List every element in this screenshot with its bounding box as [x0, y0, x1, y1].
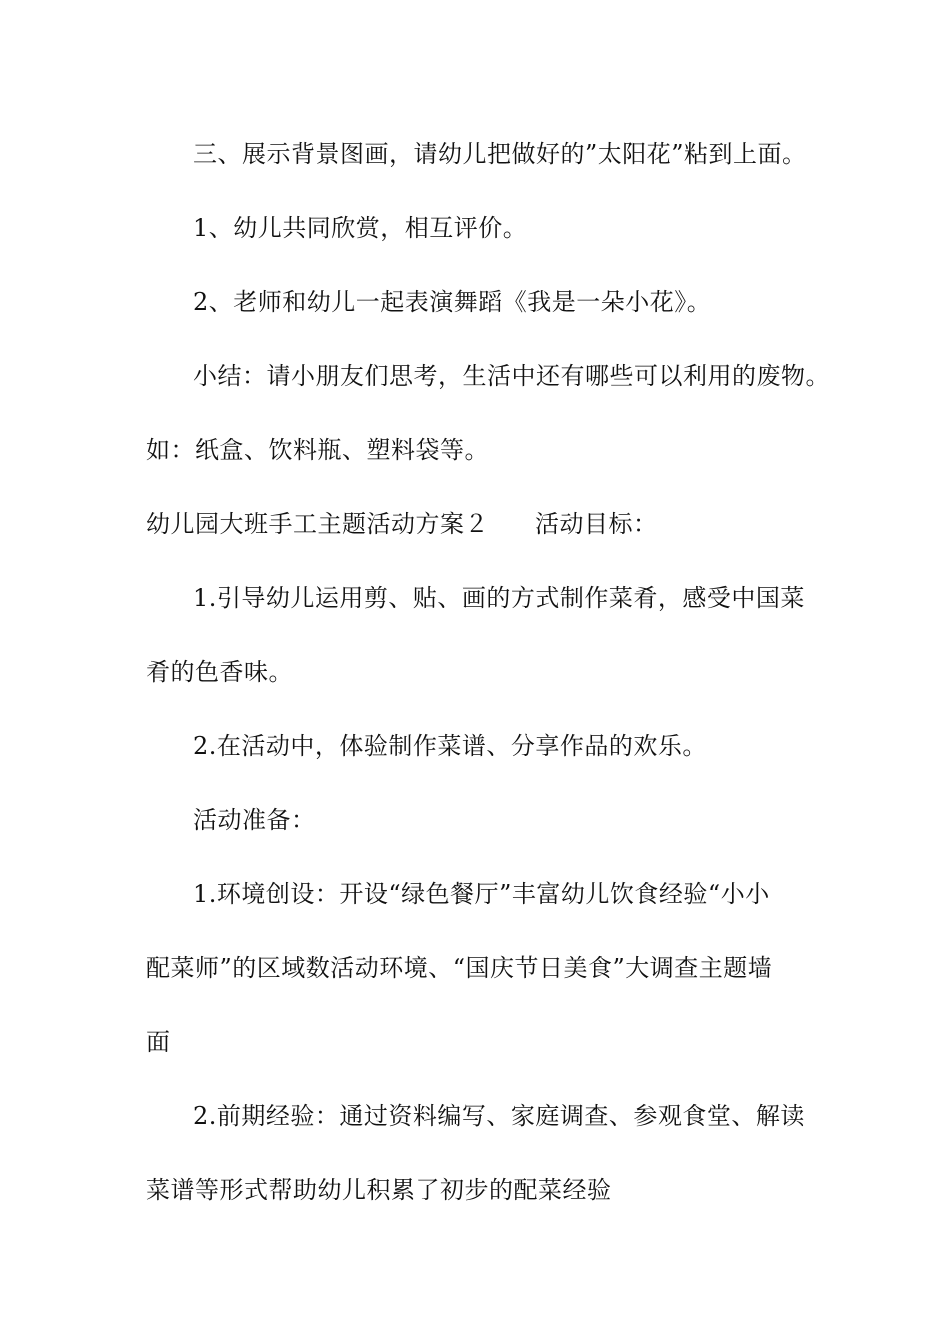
goal-1-line-1: 1.引导幼儿运用剪、贴、画的方式制作菜肴，感受中国菜 — [193, 584, 805, 612]
paragraph-step-three: 三、展示背景图画，请幼儿把做好的”太阳花”粘到上面。 — [193, 140, 807, 168]
goal-2: 2.在活动中，体验制作菜谱、分享作品的欢乐。 — [193, 732, 707, 760]
preparation-2-line-1: 2.前期经验：通过资料编写、家庭调查、参观食堂、解读 — [193, 1102, 805, 1130]
section-heading-row — [146, 508, 658, 540]
paragraph-step-3-2: 2、老师和幼儿一起表演舞蹈《我是一朵小花》。 — [193, 288, 712, 316]
paragraph-summary-line-1: 小结：请小朋友们思考，生活中还有哪些可以利用的废物。 — [193, 362, 830, 390]
preparation-heading: 活动准备： — [193, 806, 316, 834]
paragraph-summary-line-2: 如：纸盒、饮料瓶、塑料袋等。 — [146, 436, 489, 464]
goals-heading: 活动目标： — [535, 510, 658, 538]
paragraph-step-3-1: 1、幼儿共同欣赏，相互评价。 — [193, 214, 528, 242]
preparation-2-line-2: 菜谱等形式帮助幼儿积累了初步的配菜经验 — [146, 1176, 612, 1204]
preparation-1-line-2: 配菜师”的区域数活动环境、“国庆节日美食”大调查主题墙 — [146, 954, 773, 982]
preparation-1-line-3: 面 — [146, 1028, 171, 1056]
goal-1-line-2: 肴的色香味。 — [146, 658, 293, 686]
preparation-1-line-1: 1.环境创设：开设“绿色餐厅”丰富幼儿饮食经验“小小 — [193, 880, 770, 908]
section-title: 幼儿园大班手工主题活动方案２ — [146, 510, 489, 538]
